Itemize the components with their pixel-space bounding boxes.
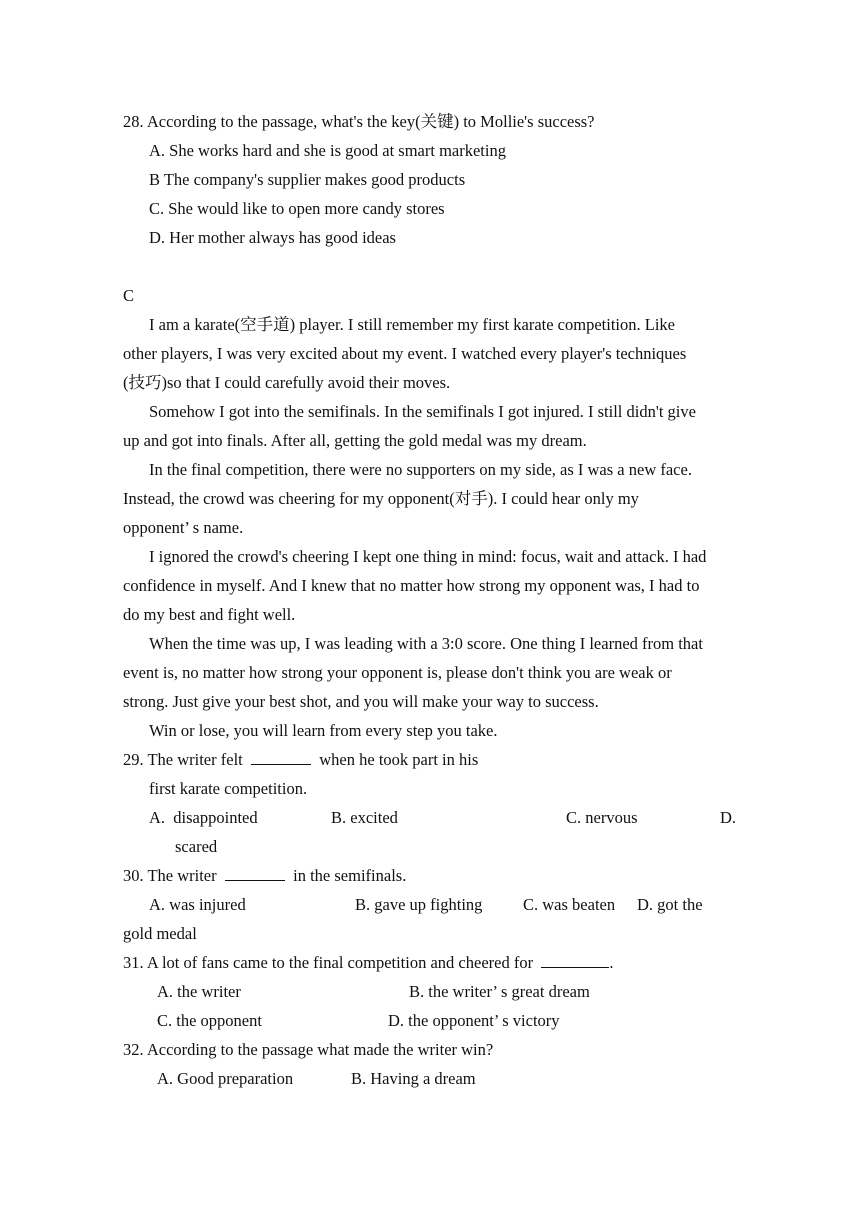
q29-stem — [123, 750, 478, 770]
passage-line: do my best and fight well. — [123, 605, 296, 624]
q30-option-a: A. was injured — [149, 895, 246, 914]
q32-option-b: B. Having a dream — [351, 1069, 476, 1088]
answer-blank — [251, 750, 311, 765]
passage-line: Somehow I got into the semifinals. In the semifinals I got injured. I still didn't give — [149, 402, 696, 421]
q32-stem: 32. According to the passage what made the writer win? — [123, 1040, 494, 1059]
passage-line: When the time was up, I was leading with a 3:0 score. One thing I learned from that — [149, 634, 703, 653]
passage-line: I am a karate(空手道) player. I still remember my first karate competition. Like — [149, 315, 675, 334]
q32-option-a: A. Good preparation — [157, 1069, 294, 1088]
passage-line: In the final competition, there were no supporters on my side, as I was a new face. — [149, 460, 692, 479]
q30-stem — [123, 866, 406, 886]
q30-option-d: D. got the — [637, 895, 703, 914]
answer-blank — [225, 866, 285, 881]
passage-line: opponent’ s name. — [123, 518, 244, 537]
q29-option-b: B. excited — [331, 808, 398, 827]
passage-line: event is, no matter how strong your opponent is, please don't think you are weak or — [123, 663, 672, 682]
passage-line: Instead, the crowd was cheering for my opponent(对手). I could hear only my — [123, 489, 639, 508]
q30-stem-end: in the semifinals. — [293, 866, 407, 885]
q29-option-c: C. nervous — [566, 808, 638, 827]
q29-option-d-text: scared — [175, 837, 218, 856]
passage-line: up and got into finals. After all, getting the gold medal was my dream. — [123, 431, 587, 450]
q28-option-d: D. Her mother always has good ideas — [149, 228, 396, 247]
q28-stem: 28. According to the passage, what's the key(关键) to Mollie's success? — [123, 112, 595, 131]
q31-stem — [123, 953, 613, 973]
q29-option-a: A. disappointed — [149, 808, 258, 827]
q28-option-c: C. She would like to open more candy stores — [149, 199, 445, 218]
passage-line: I ignored the crowd's cheering I kept one thing in mind: focus, wait and attack. I had — [149, 547, 707, 566]
passage-line: strong. Just give your best shot, and you will make your way to success. — [123, 692, 599, 711]
q28-option-a: A. She works hard and she is good at smart marketing — [149, 141, 506, 160]
section-label: C — [123, 286, 135, 305]
passage-line: other players, I was very excited about my event. I watched every player's techniques — [123, 344, 687, 363]
passage-line: Win or lose, you will learn from every step you take. — [149, 721, 498, 740]
q31-stem-end: . — [609, 953, 614, 972]
answer-blank — [541, 953, 609, 968]
q31-stem-start: 31. A lot of fans came to the final competition and cheered for — [123, 953, 534, 972]
q29-option-d: D. — [720, 808, 737, 827]
passage-line: confidence in myself. And I knew that no matter how strong my opponent was, I had to — [123, 576, 700, 595]
q30-option-c: C. was beaten — [523, 895, 616, 914]
q29-stem-end: when he took part in his — [319, 750, 479, 769]
q28-option-b: B The company's supplier makes good products — [149, 170, 466, 189]
q29-stem-start: 29. The writer felt — [123, 750, 243, 769]
q30-option-d-text: gold medal — [123, 924, 197, 943]
passage-line: (技巧)so that I could carefully avoid their moves. — [123, 373, 451, 392]
q30-option-b: B. gave up fighting — [355, 895, 483, 914]
q31-option-b: B. the writer’ s great dream — [409, 982, 590, 1001]
q29-stem-line2: first karate competition. — [149, 779, 308, 798]
q31-option-c: C. the opponent — [157, 1011, 262, 1030]
q31-option-a: A. the writer — [157, 982, 241, 1001]
q31-option-d: D. the opponent’ s victory — [388, 1011, 560, 1030]
q30-stem-start: 30. The writer — [123, 866, 217, 885]
